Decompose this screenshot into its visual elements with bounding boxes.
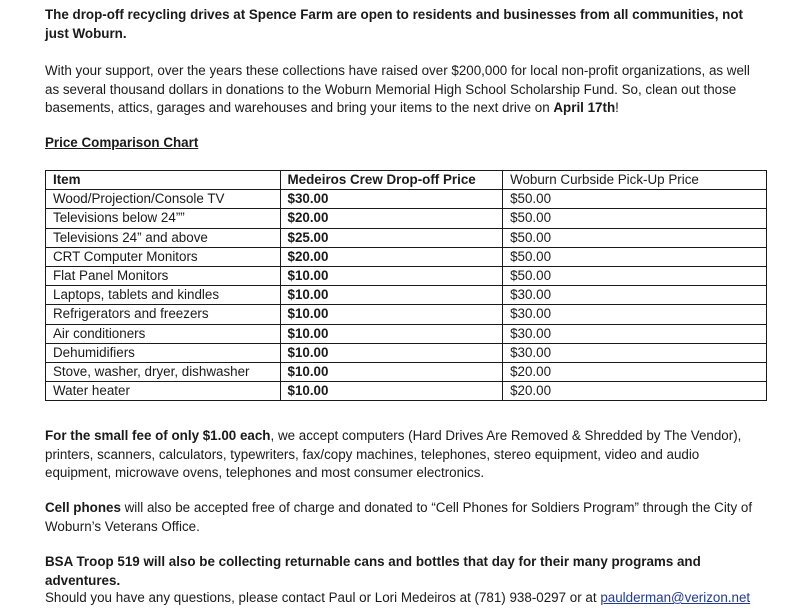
support-text: With your support, over the years these collections have raised over $200,000 for local non-profit organizations, as well as several thousand dollars in donations to the Woburn Memorial High School Scholarship Fund. So, clean out those basements, attics, garages and warehouses and bring your items to the next drive on — [45, 63, 750, 115]
woburn-price-cell: $50.00 — [503, 228, 767, 247]
bsa-paragraph — [45, 553, 767, 590]
item-cell: Televisions below 24”” — [46, 209, 281, 228]
table-row — [46, 247, 767, 266]
item-cell: Stove, washer, dryer, dishwasher — [46, 362, 281, 381]
contact-paragraph — [45, 589, 775, 608]
price-comparison-table — [45, 170, 767, 401]
table-row — [46, 228, 767, 247]
woburn-price-cell: $30.00 — [503, 343, 767, 362]
woburn-price-cell: $20.00 — [503, 362, 767, 381]
fee-lead: For the small fee of only $1.00 each — [45, 428, 271, 443]
table-row — [46, 286, 767, 305]
cell-phones-text: will also be accepted free of charge and donated to “Cell Phones for Soldiers Program” through the City of Woburn’s Veterans Office. — [45, 500, 753, 534]
item-cell: Dehumidifiers — [46, 343, 281, 362]
item-cell: CRT Computer Monitors — [46, 247, 281, 266]
table-row — [46, 305, 767, 324]
column-header-item: Item — [46, 171, 281, 190]
table-row — [46, 190, 767, 209]
item-cell: Laptops, tablets and kindles — [46, 286, 281, 305]
woburn-price-cell: $50.00 — [503, 266, 767, 285]
table-header-row — [46, 171, 767, 190]
item-cell: Water heater — [46, 382, 281, 401]
table-body — [46, 190, 767, 401]
bsa-text: BSA Troop 519 will also be collecting returnable cans and bottles that day for their many programs and adventures. — [45, 554, 701, 588]
medeiros-price-cell: $10.00 — [280, 324, 503, 343]
fee-text: , we accept computers (Hard Drives Are Removed & Shredded by The Vendor), printers, scanners, calculators, typewriters, fax/copy machines, telephones, stereo equipment, video and audio equipment, microwave ovens, telephones and most consumer electronics. — [45, 428, 742, 480]
medeiros-price-cell: $20.00 — [280, 247, 503, 266]
medeiros-price-cell: $10.00 — [280, 343, 503, 362]
fee-paragraph — [45, 427, 767, 483]
drive-date: April 17th — [553, 100, 616, 115]
item-cell: Televisions 24” and above — [46, 228, 281, 247]
chart-heading: Price Comparison Chart — [45, 135, 199, 150]
item-cell: Flat Panel Monitors — [46, 266, 281, 285]
medeiros-price-cell: $10.00 — [280, 305, 503, 324]
intro-text: The drop-off recycling drives at Spence Farm are open to residents and businesses from all communities, not just Woburn. — [45, 7, 743, 41]
medeiros-price-cell: $30.00 — [280, 190, 503, 209]
medeiros-price-cell: $10.00 — [280, 382, 503, 401]
item-cell: Air conditioners — [46, 324, 281, 343]
woburn-price-cell: $20.00 — [503, 382, 767, 401]
cell-phones-paragraph — [45, 499, 767, 536]
medeiros-price-cell: $10.00 — [280, 286, 503, 305]
table-row — [46, 209, 767, 228]
woburn-price-cell: $50.00 — [503, 209, 767, 228]
woburn-price-cell: $30.00 — [503, 324, 767, 343]
contact-text: Should you have any questions, please contact Paul or Lori Medeiros at (781) 938-0297 or at — [45, 590, 601, 605]
woburn-price-cell: $30.00 — [503, 286, 767, 305]
medeiros-price-cell: $25.00 — [280, 228, 503, 247]
medeiros-price-cell: $10.00 — [280, 266, 503, 285]
table-row — [46, 382, 767, 401]
table-row — [46, 266, 767, 285]
column-header-medeiros: Medeiros Crew Drop-off Price — [280, 171, 503, 190]
item-cell: Refrigerators and freezers — [46, 305, 281, 324]
email-link[interactable]: paulderman@verizon.net — [600, 590, 751, 605]
table-row — [46, 343, 767, 362]
support-paragraph — [45, 62, 767, 118]
medeiros-price-cell: $20.00 — [280, 209, 503, 228]
woburn-price-cell: $50.00 — [503, 247, 767, 266]
woburn-price-cell: $30.00 — [503, 305, 767, 324]
woburn-price-cell: $50.00 — [503, 190, 767, 209]
item-cell: Wood/Projection/Console TV — [46, 190, 281, 209]
intro-paragraph — [45, 6, 755, 43]
column-header-woburn: Woburn Curbside Pick-Up Price — [503, 171, 767, 190]
cell-phones-lead: Cell phones — [45, 500, 121, 515]
table-row — [46, 324, 767, 343]
support-text-end: ! — [615, 100, 619, 115]
medeiros-price-cell: $10.00 — [280, 362, 503, 381]
table-row — [46, 362, 767, 381]
